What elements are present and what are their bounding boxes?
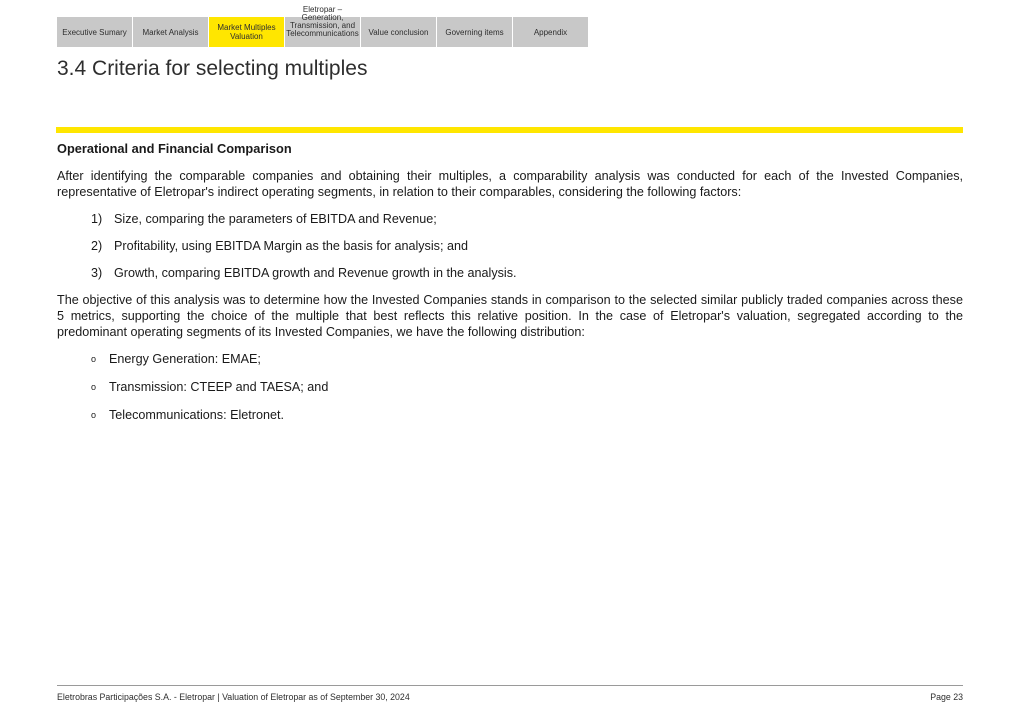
tab-label: Market Multiples Valuation — [217, 23, 276, 41]
tab-executive-summary[interactable] — [57, 17, 132, 47]
factor-number: 1) — [91, 212, 103, 226]
distribution-text: Telecommunications: Eletronet. — [109, 408, 284, 422]
bullet-icon: o — [91, 410, 97, 420]
distribution-item — [91, 351, 963, 368]
tab-market-analysis[interactable] — [133, 17, 208, 47]
distribution-item — [91, 379, 963, 396]
page-number: Page 23 — [930, 692, 963, 702]
objective-paragraph: The objective of this analysis was to determine how the Invested Companies stands in comparison to the selected similar publicly traded companies across these 5 metrics, supporting the choice of the multiple that best reflects this relative position. In the case of Eletropar's valuation, segregated according to the predominant operating segments of its Invested Companies, we have the following distribution: — [57, 293, 963, 339]
factor-text: Growth, comparing EBITDA growth and Revenue growth in the analysis. — [114, 266, 517, 280]
factor-text: Size, comparing the parameters of EBITDA and Revenue; — [114, 212, 437, 226]
distribution-text: Energy Generation: EMAE; — [109, 352, 261, 366]
factor-text: Profitability, using EBITDA Margin as the basis for analysis; and — [114, 239, 468, 253]
tab-eletropar-segments[interactable] — [285, 5, 360, 47]
factor-item — [91, 265, 963, 281]
factor-number: 3) — [91, 266, 103, 280]
tab-label: Eletropar – Generation, Transmission, and Telecommunications — [286, 5, 359, 38]
section-tabs — [57, 5, 588, 47]
tab-value-conclusion[interactable] — [361, 17, 436, 47]
bullet-icon: o — [91, 354, 97, 364]
tab-label: Market Analysis — [142, 27, 199, 37]
factor-number: 2) — [91, 239, 103, 253]
footer-divider — [57, 685, 963, 686]
accent-divider — [56, 127, 963, 133]
factor-item — [91, 211, 963, 227]
tab-label: Governing items — [445, 27, 504, 37]
tab-governing-items[interactable] — [437, 17, 512, 47]
page-title: 3.4 Criteria for selecting multiples — [57, 57, 368, 80]
tab-label: Value conclusion — [368, 27, 429, 37]
footer-text: Eletrobras Participações S.A. - Eletropar | Valuation of Eletropar as of September 30, 2024 — [57, 692, 410, 702]
main-content — [57, 141, 963, 435]
bullet-icon: o — [91, 382, 97, 392]
factor-item — [91, 238, 963, 254]
distribution-item — [91, 407, 963, 424]
tab-appendix[interactable] — [513, 17, 588, 47]
tab-market-multiples-valuation[interactable] — [209, 17, 284, 47]
section-heading: Operational and Financial Comparison — [57, 141, 292, 156]
tab-label: Appendix — [533, 27, 568, 37]
intro-paragraph: After identifying the comparable companies and obtaining their multiples, a comparability analysis was conducted for each of the Invested Companies, representative of Eletropar's indirect operating segments, in relation to their comparables, considering the following factors: — [57, 169, 963, 199]
distribution-text: Transmission: CTEEP and TAESA; and — [109, 380, 329, 394]
tab-label: Executive Sumary — [62, 27, 127, 37]
